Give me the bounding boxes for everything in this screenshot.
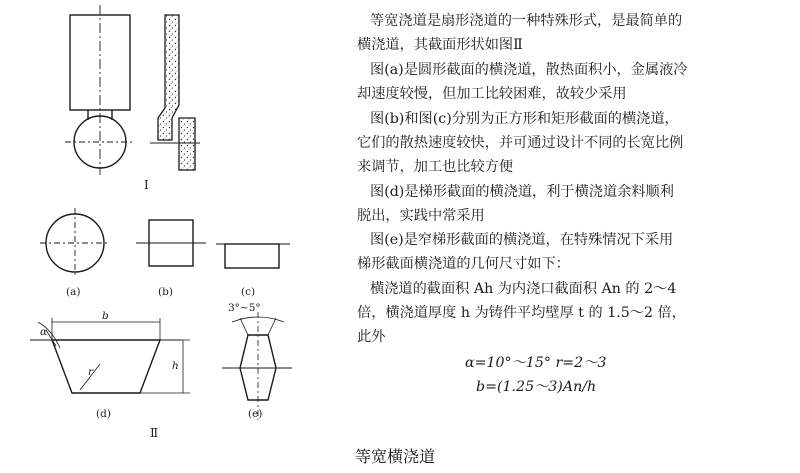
paragraph-line-10: 图(e)是窄梯形截面的横浇道，在特殊情况下采用	[370, 232, 674, 248]
figure-1-side-view	[65, 5, 135, 175]
paragraph-line-4: 却速度较慢，但加工比较困难，故较少采用	[357, 86, 627, 102]
figure-b-square-section	[136, 220, 206, 266]
formula-line-1: α=10°～15° r=2～3	[465, 355, 607, 371]
figure-caption: 等宽横浇道	[355, 447, 436, 466]
paragraph-line-12: 横浇道的截面积 Ah 为内浇口截面积 An 的 2～4	[370, 281, 677, 297]
rectangle-section	[225, 244, 279, 268]
paragraph-line-9: 脱出，实践中常采用	[357, 208, 485, 224]
paragraph-line-14: 此外	[357, 329, 386, 345]
radius-r-label: r	[88, 366, 94, 378]
figure-1-section-view	[150, 15, 200, 170]
paragraph-line-8: 图(d)是梯形截面的横浇道，利于横浇道余料顺利	[370, 184, 674, 200]
mold-section-bottom	[179, 118, 195, 170]
figure-e-narrow-trapezoid-section	[222, 312, 292, 420]
paragraph-line-2: 横浇道，其截面形状如图Ⅱ	[357, 37, 523, 53]
figure-a-label: (a)	[66, 286, 81, 298]
alpha-label: α	[40, 326, 48, 338]
figure-group-2-label: Ⅱ	[150, 426, 159, 440]
paragraph-line-7: 来调节，加工也比较方便	[357, 159, 514, 175]
figure-a-circle-section	[40, 208, 110, 278]
formula-line-2: b=(1.25～3)An/h	[476, 379, 597, 395]
paragraph-line-13: 倍，横浇道厚度 h 为铸件平均壁厚 t 的 1.5～2 倍，	[357, 305, 686, 321]
figure-e-angle-label: 3°~5°	[228, 302, 261, 314]
paragraph-line-3: 图(a)是圆形截面的横浇道，散热面积小，金属液冷	[370, 62, 688, 78]
trapezoid-section	[52, 340, 160, 393]
angle-line-left	[240, 318, 248, 335]
figure-d-label: (d)	[96, 408, 111, 420]
paragraph-line-11: 梯形截面横浇道的几何尺寸如下：	[357, 256, 570, 272]
figure-b-label: (b)	[158, 286, 173, 298]
figure-e-label: (e)	[248, 408, 263, 420]
angle-line-right	[268, 318, 276, 335]
figure-d-trapezoid-section	[30, 318, 190, 393]
figure-c-rectangle-section	[216, 244, 290, 268]
paragraph-line-1: 等宽浇道是扇形浇道的一种特殊形式，是最简单的	[370, 13, 683, 29]
width-b-label: b	[102, 310, 109, 322]
figure-group-1-label: Ⅰ	[144, 178, 149, 192]
paragraph-line-6: 它们的散热速度较快，并可通过设计不同的长宽比例	[357, 135, 684, 151]
height-h-label: h	[172, 360, 179, 372]
figure-c-label: (c)	[241, 286, 256, 298]
paragraph-line-5: 图(b)和图(c)分别为正方形和矩形截面的横浇道，	[370, 111, 679, 127]
mold-section-top	[158, 15, 179, 140]
